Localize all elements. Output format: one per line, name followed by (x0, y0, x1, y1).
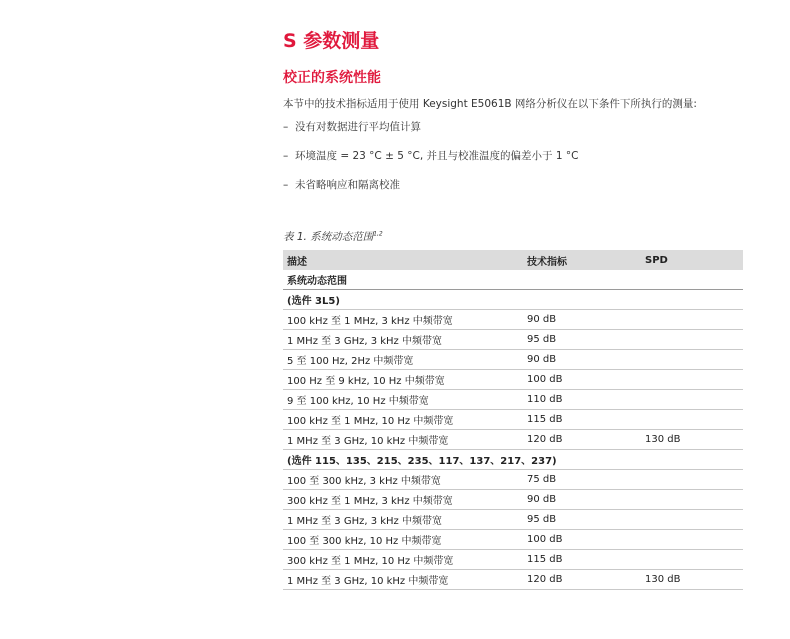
table-row (283, 390, 743, 410)
table-row (283, 370, 743, 390)
cell-spd (641, 330, 743, 350)
list-item-text: 未省略响应和隔离校准 (295, 179, 400, 191)
cell-spd (641, 470, 743, 490)
cell-description: (选件 3L5) (283, 290, 523, 310)
cell-spd (641, 370, 743, 390)
cell-description: 9 至 100 kHz, 10 Hz 中频带宽 (283, 390, 523, 410)
conditions-list (283, 118, 578, 205)
cell-specification: 90 dB (523, 490, 641, 510)
cell-specification: 90 dB (523, 350, 641, 370)
bullet-marker: – (283, 121, 289, 133)
cell-specification: 120 dB (523, 430, 641, 450)
header-description: 描述 (283, 250, 523, 270)
cell-description: 300 kHz 至 1 MHz, 10 Hz 中频带宽 (283, 550, 523, 570)
cell-description: 100 kHz 至 1 MHz, 3 kHz 中频带宽 (283, 310, 523, 330)
cell-description: 1 MHz 至 3 GHz, 10 kHz 中频带宽 (283, 570, 523, 590)
cell-description: (选件 115、135、215、235、117、137、217、237) (283, 450, 523, 470)
cell-spd (641, 410, 743, 430)
cell-specification: 115 dB (523, 550, 641, 570)
cell-specification: 95 dB (523, 330, 641, 350)
dynamic-range-table (283, 250, 743, 590)
cell-specification: 115 dB (523, 410, 641, 430)
cell-spd: 130 dB (641, 430, 743, 450)
table-caption (283, 229, 383, 244)
table-header-row (283, 250, 743, 270)
table-section-row (283, 270, 743, 290)
cell-spd (641, 290, 743, 310)
cell-spd (641, 270, 743, 290)
cell-specification: 75 dB (523, 470, 641, 490)
cell-specification: 100 dB (523, 530, 641, 550)
cell-description: 100 至 300 kHz, 10 Hz 中频带宽 (283, 530, 523, 550)
cell-specification: 90 dB (523, 310, 641, 330)
table-row (283, 530, 743, 550)
bullet-marker: – (283, 150, 289, 162)
section-title: S 参数测量 (283, 30, 380, 52)
table-row (283, 570, 743, 590)
table-row (283, 550, 743, 570)
table-row (283, 510, 743, 530)
cell-spd (641, 530, 743, 550)
table-row (283, 330, 743, 350)
cell-specification: 95 dB (523, 510, 641, 530)
list-item (283, 118, 578, 147)
cell-specification (523, 290, 641, 310)
table-caption-footnote: 1,2 (373, 230, 383, 238)
cell-spd (641, 450, 743, 470)
table-caption-text: 表 1. 系统动态范围 (283, 231, 374, 243)
cell-description: 1 MHz 至 3 GHz, 3 kHz 中频带宽 (283, 510, 523, 530)
table-row (283, 350, 743, 370)
cell-description: 系统动态范围 (283, 270, 523, 290)
cell-description: 1 MHz 至 3 GHz, 10 kHz 中频带宽 (283, 430, 523, 450)
list-item (283, 176, 578, 205)
intro-paragraph: 本节中的技术指标适用于使用 Keysight E5061B 网络分析仪在以下条件下所执行的测量: (283, 98, 697, 110)
table-row (283, 490, 743, 510)
table-row (283, 430, 743, 450)
table-section-row (283, 290, 743, 310)
cell-description: 100 kHz 至 1 MHz, 10 Hz 中频带宽 (283, 410, 523, 430)
list-item-text: 没有对数据进行平均值计算 (295, 121, 421, 133)
table-section-row (283, 450, 743, 470)
cell-specification: 100 dB (523, 370, 641, 390)
header-spd: SPD (641, 250, 743, 270)
header-specification: 技术指标 (523, 250, 641, 270)
table-row (283, 470, 743, 490)
cell-description: 100 至 300 kHz, 3 kHz 中频带宽 (283, 470, 523, 490)
list-item-text: 环境温度 = 23 °C ± 5 °C, 并且与校准温度的偏差小于 1 °C (295, 150, 579, 162)
cell-spd (641, 350, 743, 370)
cell-description: 1 MHz 至 3 GHz, 3 kHz 中频带宽 (283, 330, 523, 350)
cell-description: 300 kHz 至 1 MHz, 3 kHz 中频带宽 (283, 490, 523, 510)
subsection-title: 校正的系统性能 (283, 70, 381, 86)
cell-spd (641, 310, 743, 330)
cell-specification (523, 270, 641, 290)
table-row (283, 310, 743, 330)
cell-spd (641, 510, 743, 530)
list-item (283, 147, 578, 176)
table-body (283, 270, 743, 590)
cell-specification: 120 dB (523, 570, 641, 590)
table-row (283, 410, 743, 430)
cell-description: 5 至 100 Hz, 2Hz 中频带宽 (283, 350, 523, 370)
cell-spd: 130 dB (641, 570, 743, 590)
bullet-marker: – (283, 179, 289, 191)
cell-spd (641, 390, 743, 410)
cell-spd (641, 490, 743, 510)
cell-description: 100 Hz 至 9 kHz, 10 Hz 中频带宽 (283, 370, 523, 390)
cell-spd (641, 550, 743, 570)
cell-specification: 110 dB (523, 390, 641, 410)
